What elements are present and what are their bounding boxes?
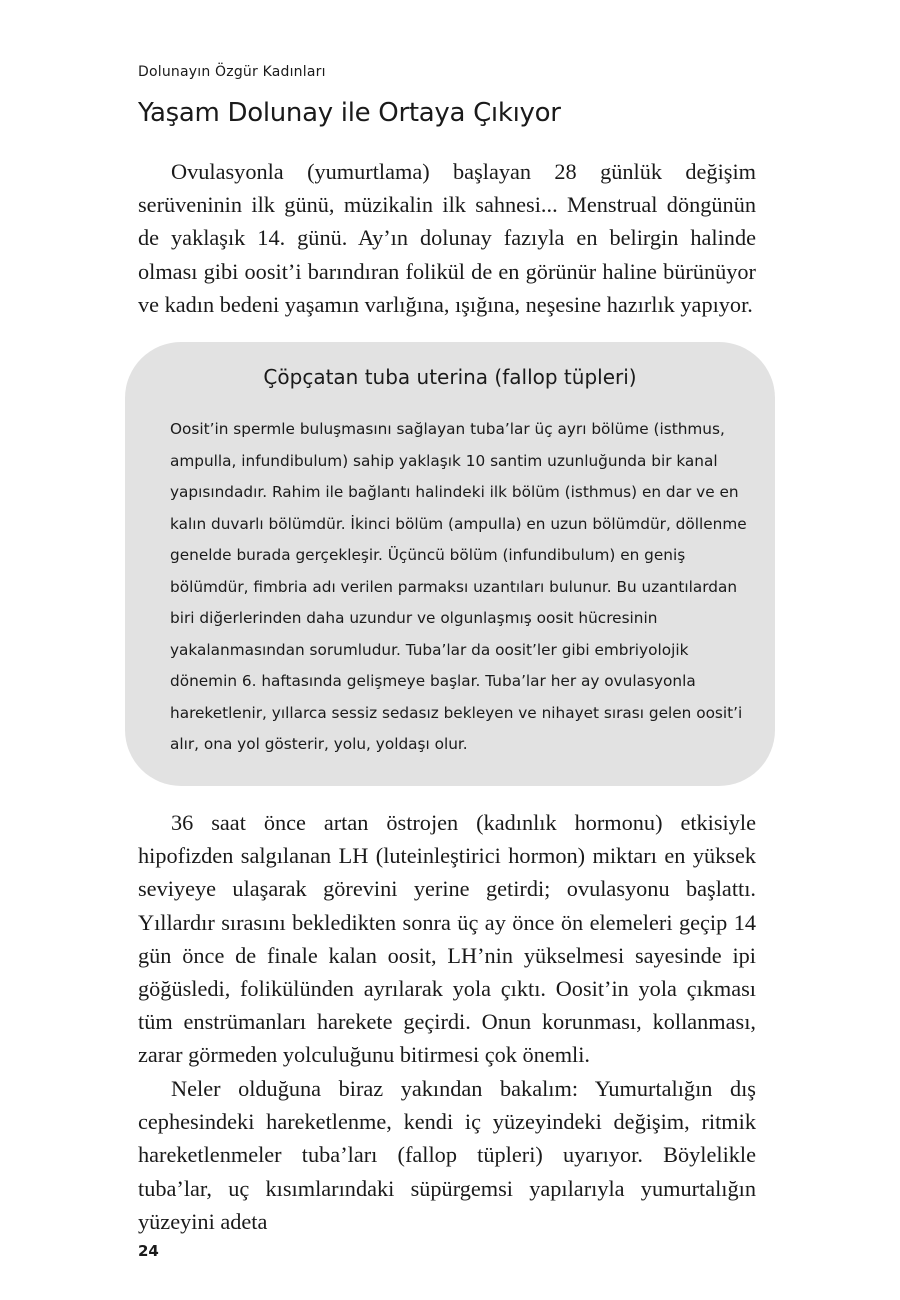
info-box-title: Çöpçatan tuba uterina (fallop tüpleri) xyxy=(263,365,637,389)
body-paragraph: Neler olduğuna biraz yakından bakalım: Yumurtalığın dış cephesindeki hareketlenme, kendi iç yüzeyindeki değişim, ritmik hareketlenmeler tuba’ları (fallop tüpleri) uyarıyor. Böylelikle tuba’lar, uç kısımlarındaki süpürgemsi yapılarıyla yumurtalığın yüzeyini adeta xyxy=(138,1076,756,1234)
running-header: Dolunayın Özgür Kadınları xyxy=(138,64,326,80)
body-paragraph: Ovulasyonla (yumurtlama) başlayan 28 günlük değişim serüveninin ilk günü, müzikalin ilk sahnesi... Menstrual döngünün de yaklaşık 14. günü. Ay’ın dolunay fazıyla en belirgin halinde olması gibi oosit’i barındıran folikül de en görünür haline bürünüyor ve kadın bedeni yaşamın varlığına, ışığına, neşesine hazırlık yapıyor. xyxy=(138,159,756,317)
body-paragraph: 36 saat önce artan östrojen (kadınlık hormonu) etkisiyle hipofizden salgılanan LH (luteinleştirici hormon) miktarı en yüksek seviyeye ulaşarak görevini yerine getirdi; ovulasyonu başlattı. Yıllardır sırasını bekledikten sonra üç ay önce ön elemeleri geçip 14 gün önce de finale kalan oosit, LH’nin yükselmesi sayesinde ipi göğüsledi, folikülünden ayrılarak yola çıktı. Oosit’in yola çıkması tüm enstrümanları harekete geçirdi. Onun korunması, kollanması, zarar görmeden yolculuğunu bitirmesi çok önemli. xyxy=(138,810,756,1068)
info-box xyxy=(125,342,775,786)
section-title: Yaşam Dolunay ile Ortaya Çıkıyor xyxy=(138,98,561,128)
info-box-text: Oosit’in spermle buluşmasını sağlayan tuba’lar üç ayrı bölüme (isthmus, ampulla, infundibulum) sahip yaklaşık 10 santim uzunluğunda bir kanal yapısındadır. Rahim ile bağlantı halindeki ilk bölüm (isthmus) en dar ve en kalın duvarlı bölümdür. İkinci bölüm (ampulla) en uzun bölümdür, döllenme genelde burada gerçekleşir. Üçüncü bölüm (infundibulum) en geniş bölümdür, fimbria adı verilen parmaksı uzantıları bulunur. Bu uzantılardan biri diğerlerinden daha uzundur ve olgunlaşmış oosit hücresinin yakalanmasından sorumludur. Tuba’lar da oosit’ler gibi embriyolojik dönemin 6. haftasında gelişmeye başlar. Tuba’lar her ay ovulasyonla hareketlenir, yıllarca sessiz sedasız bekleyen ve nihayet sırası gelen oosit’i alır, ona yol gösterir, yolu, yoldaşı olur. xyxy=(170,420,747,753)
page-number: 24 xyxy=(138,1242,159,1260)
